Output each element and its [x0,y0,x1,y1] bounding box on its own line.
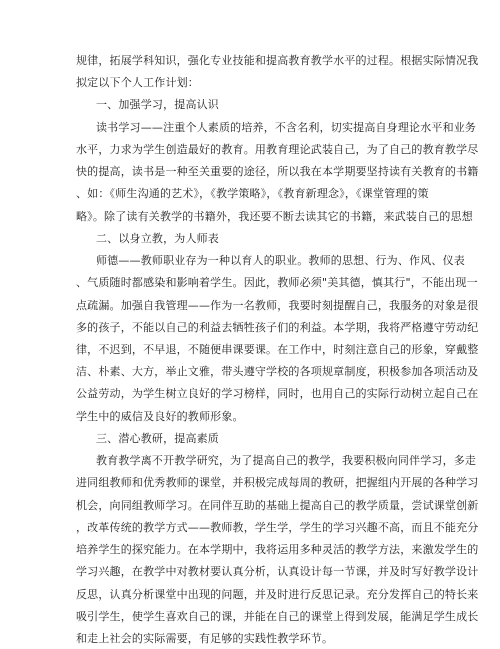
paragraph-line: 拟定以下个人工作计划： [76,76,199,89]
paragraph-line: 快的提高，读书是一种至关重要的途径，所以我在本学期要坚持读有关教育的书籍 [76,165,479,178]
paragraph-line: 多的孩子，不能以自己的利益去牺牲孩子们的利益。本学期，我将严格遵守劳动纪 [76,321,479,334]
paragraph-line: 读书学习——注重个人素质的培养，不含名利，切实提高自身理论水平和业务 [96,121,477,134]
paragraph-line: 公益劳动，为学生树立良好的学习榜样，同时，也用自己的实际行动树立起自己在 [76,387,479,400]
paragraph-line: 水平，力求为学生创造最好的教育。用教育理论武装自己，为了自己的教育教学尽 [76,143,479,156]
paragraph-line: 学习兴趣，在教学中对教材要认真分析，认真设计每一节课，并及时写好教学设计 [76,565,479,578]
paragraph-line: ，改革传统的教学方式——教师教，学生学，学生的学习兴趣不高，而且不能充分 [76,521,479,534]
paragraph-line: 、气质随时都感染和影响着学生。因此，教师必须"美其德，慎其行"，不能出现一 [76,276,478,289]
paragraph-line: 机会，向同组教师学习。在同伴互助的基础上提高自己的教学质量，尝试课堂创新 [76,499,479,512]
paragraph-line: 师德——教师职业存为一种以育人的职业。教师的思想、行为、作风、仪表 [96,254,465,267]
paragraph-line: 点疏漏。加强自我管理——作为一名教师，我要时刻提醒自己，我服务的对象是很 [76,299,479,312]
paragraph-line: 律，不迟到，不早退，不随便串课要课。在工作中，时刻注意自己的形象，穿戴整 [76,343,479,356]
paragraph-line: 进同组教师和优秀教师的课堂，并积极完成每周的教研，把握组内开展的各种学习 [76,476,479,489]
paragraph-line: 教育教学离不开教学研究，为了提高自己的教学，我要积极向同伴学习，多走 [96,454,477,467]
section-heading: 一、加强学习，提高认识 [96,98,219,111]
paragraph-line: 吸引学生，使学生喜欢自己的课，并能在自己的课堂上得到发展，能满足学生成长 [76,610,479,623]
paragraph-line: 略》。除了读有关教学的书籍外，我还要不断去读其它的书籍，来武装自己的思想 [76,210,473,223]
paragraph-line: 学生中的威信及良好的教师形象。 [76,410,244,423]
section-heading: 三、潜心教研，提高素质 [96,432,219,445]
section-heading: 二、以身立教，为人师表 [96,232,219,245]
paragraph-line: 培养学生的探究能力。在本学期中，我将运用多种灵活的教学方法，来激发学生的 [76,543,479,556]
paragraph-line: 反思，认真分析课堂中出现的问题，并及时进行反思记录。充分发挥自己的特长来 [76,588,479,601]
paragraph-line: 和走上社会的实际需要，有足够的实践性教学环节。 [76,632,334,645]
paragraph-line: 规律，拓展学科知识，强化专业技能和提高教育教学水平的过程。根据实际情况我 [76,54,479,67]
paragraph-line: 洁、朴素、大方，举止文雅，带头遵守学校的各项规章制度，积极参加各项活动及 [76,365,479,378]
paragraph-line: 、如：《师生沟通的艺术》，《教学策略》，《教育新理念》，《课堂管理的策 [76,187,429,200]
